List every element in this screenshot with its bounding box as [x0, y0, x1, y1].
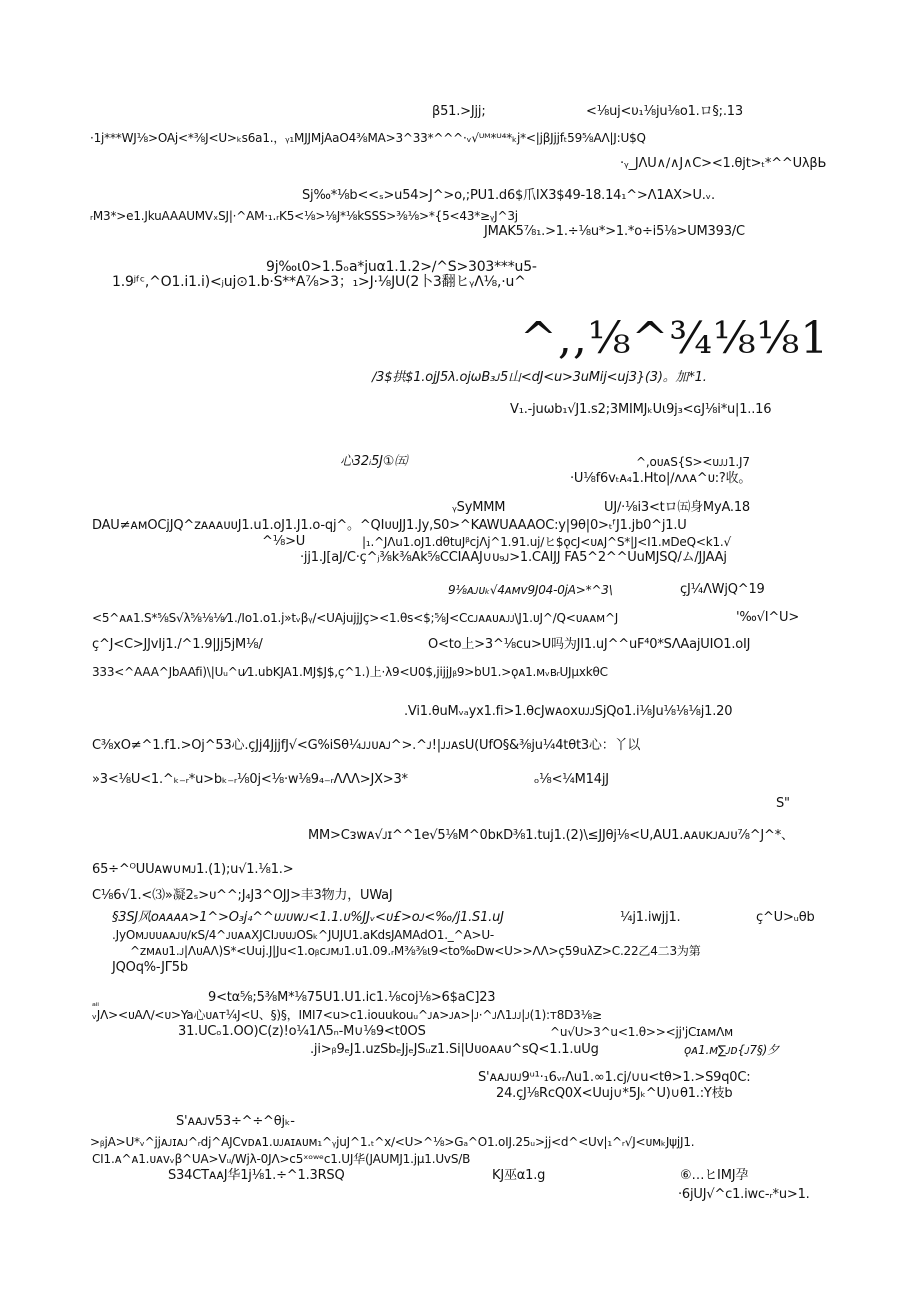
text-line: UJ∕·⅛i3<tロ㈤身MyA.18: [604, 500, 750, 515]
text-line: ^⅛>U: [262, 534, 306, 549]
text-line: ⑥…ヒIMJ孕: [680, 1168, 749, 1183]
text-line: JQOq%-JΓ5b: [112, 960, 188, 975]
text-line: C⅜xO≠^1.f1.>Oj^53心.çJj4JjjfJ√<G%iSθ¼ᴊᴊᴜᴀᴊ^>.^ᴊ!|ᴊᴊᴀsU(UfO§&⅜ju¼4tθt3心：丫以: [92, 738, 641, 753]
text-line: §3SJ风ᴏᴀᴀᴀᴀ>1^>O₃j₄^^ᴜᴊᴜᴡᴊ<1.1.ᴜ%JJᵥ<ᴜ£>ᴏᴊ<‰∕j1.S1.uJ: [112, 910, 504, 925]
text-line: 9j‰ι0>1.5ₒa*juα1.1.2>∕^S>303***u5-: [266, 259, 537, 275]
text-line: 9⅛ᴀᴊᴜₖ√4ᴀᴍv9J04-0jA>*^3\: [448, 583, 613, 597]
text-line: ₐᵢᵢ: [92, 998, 99, 1009]
text-line: |₁.^JΛu1.oJ1.dθtuJᵝcjΛj^1.91.uj∕ヒ$ǫᴄJ<ᴜᴀJ^S*|J<I1.ᴍDeQ<k1.√: [362, 535, 731, 549]
text-line: β51.>Jjj;: [432, 104, 486, 119]
text-line: ǫᴀ1.ᴍ∑ᴊᴅ{ᴊ7§)夕: [684, 1043, 779, 1057]
text-line: ^ᴢᴍᴀᴜ1.ᴊ|ΛᴜAΛ)S*<Uuj.J|Ju<1.oᵦᴄᴊᴍᴊ1.ᴜ1.09.ᵣM⅜⅜ι9<to‰Dw<U>>ΛΛ>ç59uλZ>C.22乙4二3为第: [130, 944, 701, 958]
text-line: ·ᵧ_JΛU∧∕∧J∧C><1.θjt>ₜ*^^UλβЬ: [620, 156, 827, 171]
text-line: MM>Cᴈᴡᴀ√ᴊɪ^^1e√5⅛M^0bκD⅜1.tuj1.(2)\≤JJθj⅛<U,AU1.ᴀᴀᴜᴋᴊᴀᴊᴜ⅞^J^*、: [308, 828, 794, 843]
text-line: ¼j1.iwjj1.: [620, 910, 681, 925]
text-line: 9<tα⅝;5⅜M*⅛75U1.U1.ic1.⅛coj⅛>6$aC]23: [208, 990, 496, 1005]
text-line: ·jj1.J[aJ/C·ç^ⱼ⅜k⅜Ak⅝CCIAAJ∪ᴜ₉ᴊ>1.CAIJJ FA5^2^^UuMJSQ/ム/JJAAj: [300, 550, 727, 565]
text-line: 24.çJ⅛RcQ0X<Uuj∪*5Jₖ^U)∪θ1.:Y枝b: [496, 1086, 733, 1101]
text-line: 1.9ʲᶠᶜ,^O1.i1.i)<ⱼuj⊙1.b·S**A⅞>3；₁>J·⅛JU(2卜3翻ヒᵧΛ⅛,·u^: [112, 274, 526, 290]
text-line: CI1.ᴀ^ᴀ1.ᴜᴀᴠᵥβ^UA>Vᵤ∕Wjλ-0JΛ>c5ˣᵒʷᵉc1.UJ华(JAUMJ1.jμ1.UvS/B: [92, 1152, 471, 1166]
text-line: .JyOᴍᴊᴜᴜᴀᴀᴊᴜ∕ᴋS/4^ᴊᴜᴀᴀXJCIᴊᴜᴜᴊOSₖ^JUJU1.aKdsJAMAdO1._^A>U-: [112, 928, 495, 942]
text-line: Sj‰*⅛b<<ₛ>u54>J^>o,;PU1.d6$爪IX3$49-18.14₁^>Λ1AX>U.ᵥ.: [302, 188, 715, 203]
text-line: 65÷^ᴼUUᴀᴡ∪ᴍᴊ1.(1);u√1.⅛1.>: [92, 862, 294, 877]
text-line: S34CTᴀᴀJ华1j⅛1.÷^1.3RSQ: [168, 1168, 345, 1183]
text-line: ᵥJΛ><ᴜAΛ∕<ᴜ>Ya心ᴜᴀᴛ¼J<U、§)§，IMI7<u>c1.iouukouᵤ^ᴊᴀ>ᴊᴀ>|ᴊ·^ᴊΛ1ᴊᴊ|ᴊ(1):ᴛ8D3⅛≥: [92, 1008, 602, 1022]
text-line: ç^U>ᵤθb: [756, 910, 815, 925]
text-line: JMAK5⅞₁.>1.÷⅛u*>1.*o÷i5⅛>UM393/C: [484, 224, 745, 239]
text-line: ·U⅛f6vₜᴀ₄1.Hto|∕ʌʌᴀ^ᴜ:?收。: [570, 471, 752, 486]
text-line: S'ᴀᴀᴊᴜᴊ9ᵘ¹·₁6ᵥᵣΛu1.∞1.cj∕∪u<tθ>1.>S9q0C:: [478, 1070, 751, 1085]
text-line: DAU≠ᴀᴍOCjJQ^ᴢᴀᴀᴀᴜᴜJ1.u1.oJ1.J1.o-qj^。^QIᴜᴜJJ1.Jy,S0>^KAWUAAAOC:y|9θ|0>ₜᶠJ1.jb0^j1.U: [92, 518, 687, 533]
text-line: <5^ᴀᴀ1.S*⅝S√λ⅝⅛⅛⁄1./Io1.o1.j»tᵥβᵧ/<UAjujjJç><1.θs<$;⅝J<Cᴄᴊᴀᴀᴜᴀᴊᴊ\J1.ᴜJ^/Q<ᴜᴀᴀᴍ^J: [92, 611, 619, 625]
text-line: ç^J<C>JJvIj1./^1.9|Jj5jM⅛/: [92, 637, 263, 652]
text-line: ∕3$拱$1.ojJ5λ.ojωB₃ᴊ5山<dJ<u>3uMij<uj3}(3)。加*1.: [372, 370, 707, 385]
text-line: ^,ᴏᴜᴀS{S><ᴜᴊᴊ1.J7: [636, 455, 750, 469]
text-line: O<to上>3^⅛cu>U吗为JI1.uJ^^uF⁴0*SΛAajUIO1.oIJ: [428, 637, 751, 652]
text-line: '‰√I^U>: [736, 610, 800, 625]
text-line: »3<⅛U<1.^ₖ₋ᵣ*u>bₖ₋ᵣ⅛0j<⅛·w⅛9₄₋ᵣΛΛΛ>JX>3*: [92, 772, 408, 787]
text-line: ·1j***WJ⅛>OAj<*⅜J<U>ₖs6a1.，ᵧ₁MJJMjAaO4⅜MA>3^33*^^^·ᵥ√ᵁᴹ*ᵁ⁴*ₖj*<|jβJjjfₜ59⅝AΛ|J:U$Q: [90, 131, 646, 145]
text-line: ₒ⅛<¼M14jJ: [534, 772, 609, 787]
text-line: çJ¼ΛWjQ^19: [680, 582, 765, 597]
text-line: 心32ᵢ5J①㈤: [340, 454, 408, 469]
text-line: ᵣM3*>e1.JkuAAAUMVₓSJ|·^AM·₁.ᵣK5<⅛>⅛J*⅛kSSS>⅜⅛>*{5<43*≥ᵧJ^3j: [90, 209, 518, 223]
page-heading: ^,,⅛^¾⅛⅛1: [520, 313, 830, 364]
text-line: V₁.-juωb₁√J1.s2;3MIMJₖUι9j₃<ɢJ⅛i*u|1..16: [510, 402, 772, 417]
text-line: >ᵦjA>U*ᵥ^jjᴀᴊɪᴀᴊ^ᵣdj^AJCᴠᴅᴀ1.ᴜᴊᴀɪᴀᴜᴍ₁^ᵧjuJ^1.ₜ^x∕<U>^⅛>Gₐ^O1.oIJ.25ᵤ>jj<d^<Uv|₁^ᵣ√J<ᴜᴍₖJψjJ1.: [90, 1135, 695, 1149]
text-line: S'ᴀᴀᴊᴠ53÷^÷^θjₖ-: [176, 1114, 295, 1129]
text-line: .ji>ᵦ9ₑJ1.uzSbₑJjₑJSᵤᴢ1.Si|Uᴜᴏᴀᴀᴜ^sQ<1.1.uUg: [310, 1042, 599, 1057]
text-line: C⅛6√1.<⑶»凝2ₛ>ᴜ^^;J₄J3^OJJ>丰3物力，UWaJ: [92, 888, 393, 903]
text-line: <⅛uj<υ₁⅛ju⅛o1.ロ§;.13: [586, 104, 743, 119]
text-line: 333<^AAA^JbAAfi)\|Uᵤ^u⁄1.ubKJA1.MJ$J$,ç^1.)上·λ9<U0$,jijjJᵦ9>bU1.>ǫᴀ1.ᴍᵥʙᵣUJμxkθC: [92, 665, 608, 679]
text-line: .Vi1.θuMᵥₐyx1.fi>1.θcJwᴀᴏxᴜᴊᴊSjQo1.i⅛Ju⅛⅛⅛j1.20: [404, 704, 733, 719]
text-line: S": [776, 796, 790, 811]
text-line: KJ巫α1.g: [492, 1168, 546, 1183]
text-line: ·6jUJ√^c1.iwᴄ-ᵣ*u>1.: [678, 1187, 810, 1202]
text-line: ᵧSyMMM: [452, 500, 506, 515]
text-line: ^u√U>3^u<1.θ>><jj'jCɪᴀᴍΛᴍ: [550, 1025, 734, 1039]
text-line: 31.UCₒ1.OO)C(ᴢ)!ᴏ¼1Λ5ₙ-M∪⅛9<t0OS: [178, 1024, 426, 1039]
